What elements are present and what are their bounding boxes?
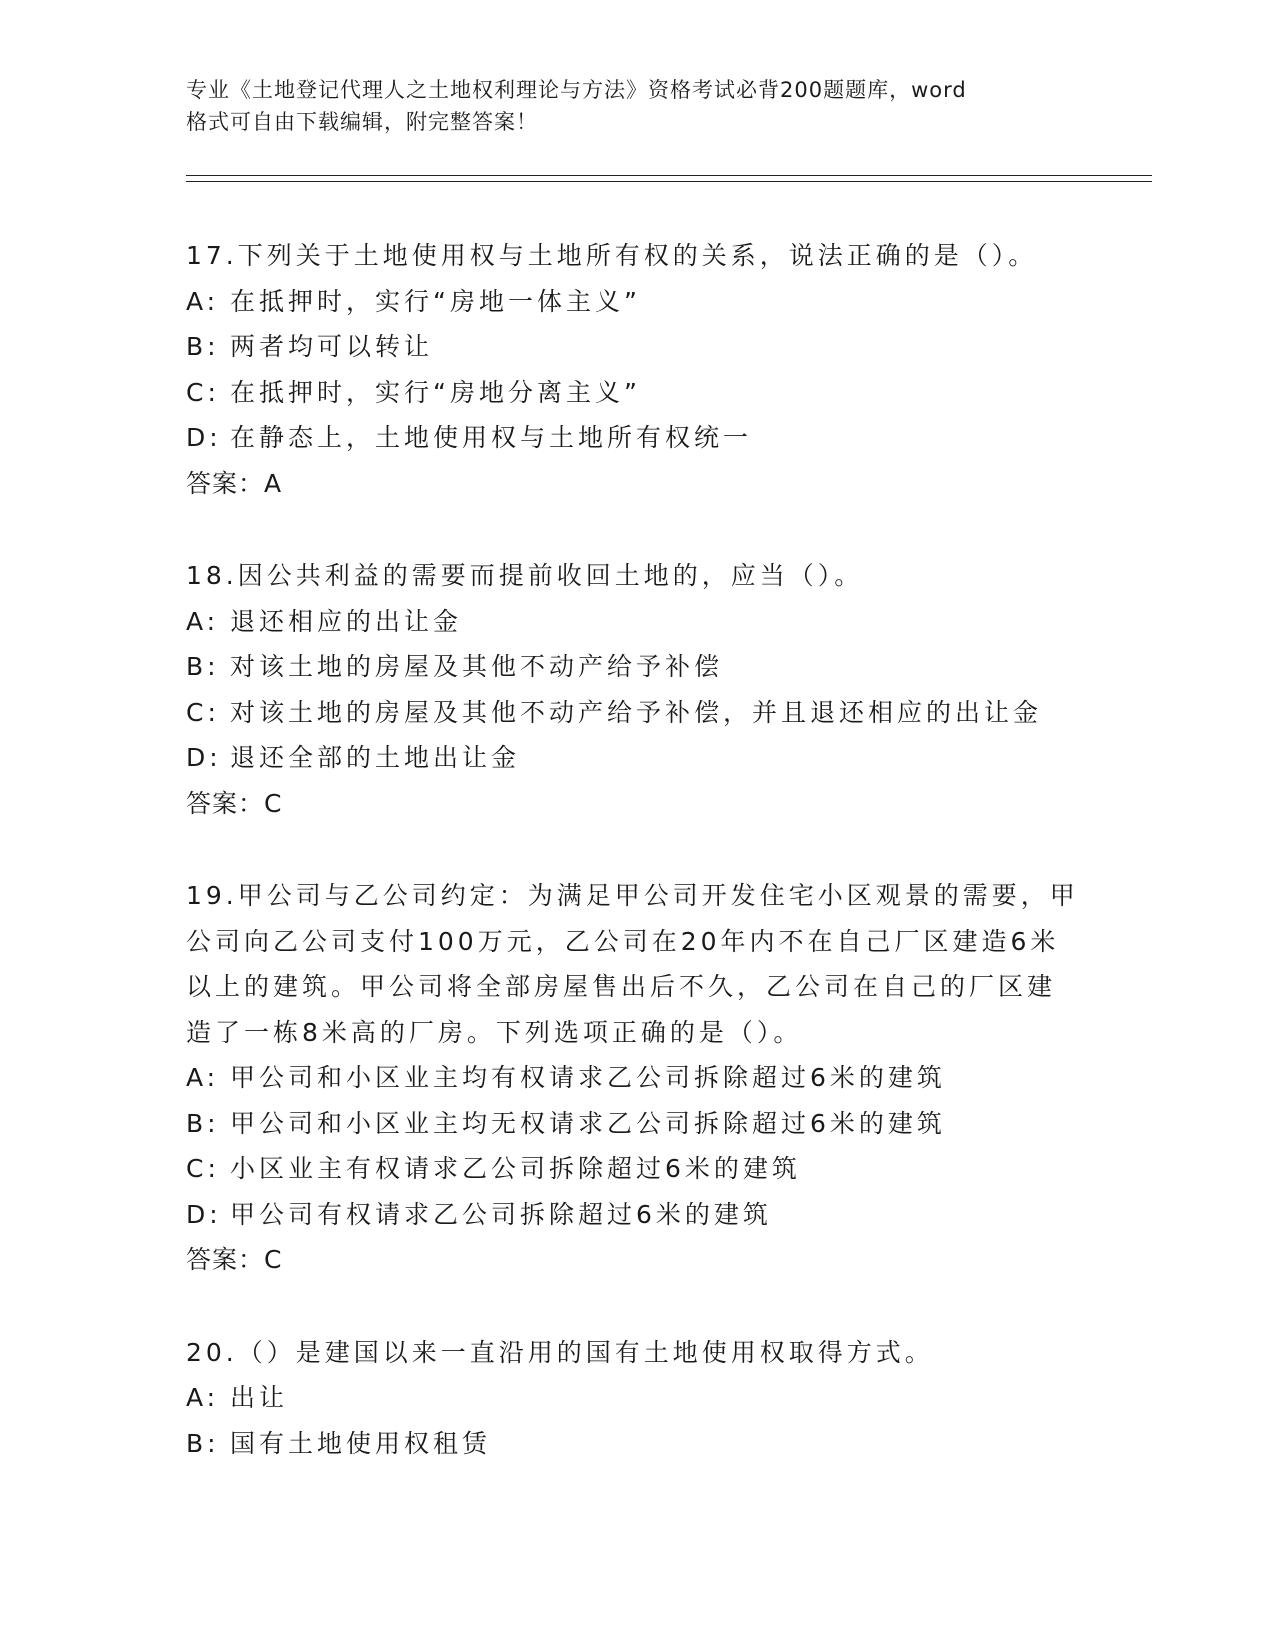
question-18 bbox=[186, 553, 1086, 826]
option-a bbox=[186, 599, 1086, 645]
option-letter: A: bbox=[186, 1063, 220, 1092]
header-divider-top bbox=[186, 175, 1152, 176]
question-19 bbox=[186, 873, 1086, 1283]
question-stem-line-1: 19.甲公司与乙公司约定：为满足甲公司开发住宅小区观景的需要，甲 bbox=[186, 881, 1079, 910]
option-letter: A: bbox=[186, 286, 220, 316]
option-d bbox=[186, 1192, 1086, 1238]
option-a bbox=[186, 1375, 1086, 1421]
header-line-1: 专业《土地登记代理人之土地权利理论与方法》资格考试必背200题题库，word bbox=[186, 78, 967, 102]
answer-line: 答案：C bbox=[186, 1245, 283, 1274]
option-letter: C: bbox=[186, 377, 220, 407]
option-letter: D: bbox=[186, 743, 222, 772]
option-letter: A: bbox=[186, 1383, 220, 1412]
question-stem-line-4: 造了一栋8米高的厂房。下列选项正确的是（）。 bbox=[186, 1017, 803, 1047]
option-d bbox=[186, 415, 1086, 461]
option-letter: D: bbox=[186, 1199, 222, 1229]
question-stem: 18.因公共利益的需要而提前收回土地的，应当（）。 bbox=[186, 561, 864, 590]
option-letter: B: bbox=[186, 652, 220, 681]
question-17 bbox=[186, 233, 1086, 506]
question-20 bbox=[186, 1330, 1086, 1467]
document-header bbox=[186, 74, 1086, 138]
option-letter: C: bbox=[186, 697, 220, 727]
question-stem-line-2: 公司向乙公司支付100万元，乙公司在20年内不在自己厂区建造6米 bbox=[186, 926, 1060, 956]
option-b bbox=[186, 324, 1086, 370]
option-letter: C: bbox=[186, 1154, 220, 1183]
option-c bbox=[186, 690, 1086, 736]
option-text: 对该土地的房屋及其他不动产给予补偿 bbox=[230, 652, 724, 681]
option-text: 对该土地的房屋及其他不动产给予补偿，并且退还相应的出让金 bbox=[230, 697, 1043, 727]
option-a bbox=[186, 279, 1086, 325]
option-text: 小区业主有权请求乙公司拆除超过6米的建筑 bbox=[230, 1154, 801, 1183]
option-text: 在抵押时，实行“房地一体主义” bbox=[230, 286, 641, 316]
option-text: 退还相应的出让金 bbox=[230, 606, 463, 636]
option-letter: B: bbox=[186, 1108, 220, 1138]
answer-line: 答案：C bbox=[186, 788, 283, 818]
header-divider-bottom bbox=[186, 181, 1152, 182]
option-c bbox=[186, 1146, 1086, 1192]
answer-line: 答案：A bbox=[186, 468, 283, 498]
option-text: 在抵押时，实行“房地分离主义” bbox=[230, 377, 641, 407]
option-b bbox=[186, 644, 1086, 690]
option-text: 在静态上，土地使用权与土地所有权统一 bbox=[230, 423, 753, 452]
option-text: 国有土地使用权租赁 bbox=[230, 1428, 492, 1458]
question-stem: 20.（）是建国以来一直沿用的国有土地使用权取得方式。 bbox=[186, 1337, 934, 1367]
header-line-2: 格式可自由下载编辑，附完整答案！ bbox=[186, 110, 538, 134]
option-a bbox=[186, 1055, 1086, 1101]
question-stem-line-3: 以上的建筑。甲公司将全部房屋售出后不久，乙公司在自己的厂区建 bbox=[186, 972, 1057, 1001]
option-text: 出让 bbox=[230, 1383, 289, 1412]
option-c bbox=[186, 370, 1086, 416]
option-b bbox=[186, 1421, 1086, 1467]
option-letter: B: bbox=[186, 332, 220, 361]
question-list bbox=[186, 233, 1086, 1513]
option-b bbox=[186, 1101, 1086, 1147]
question-stem: 17.下列关于土地使用权与土地所有权的关系，说法正确的是（）。 bbox=[186, 241, 1038, 270]
option-letter: A: bbox=[186, 606, 220, 636]
option-letter: D: bbox=[186, 423, 222, 452]
option-text: 退还全部的土地出让金 bbox=[230, 743, 521, 772]
option-text: 甲公司有权请求乙公司拆除超过6米的建筑 bbox=[230, 1199, 772, 1229]
option-text: 甲公司和小区业主均无权请求乙公司拆除超过6米的建筑 bbox=[230, 1108, 946, 1138]
option-text: 甲公司和小区业主均有权请求乙公司拆除超过6米的建筑 bbox=[230, 1063, 946, 1092]
option-text: 两者均可以转让 bbox=[230, 332, 434, 361]
option-letter: B: bbox=[186, 1428, 220, 1458]
option-d bbox=[186, 735, 1086, 781]
